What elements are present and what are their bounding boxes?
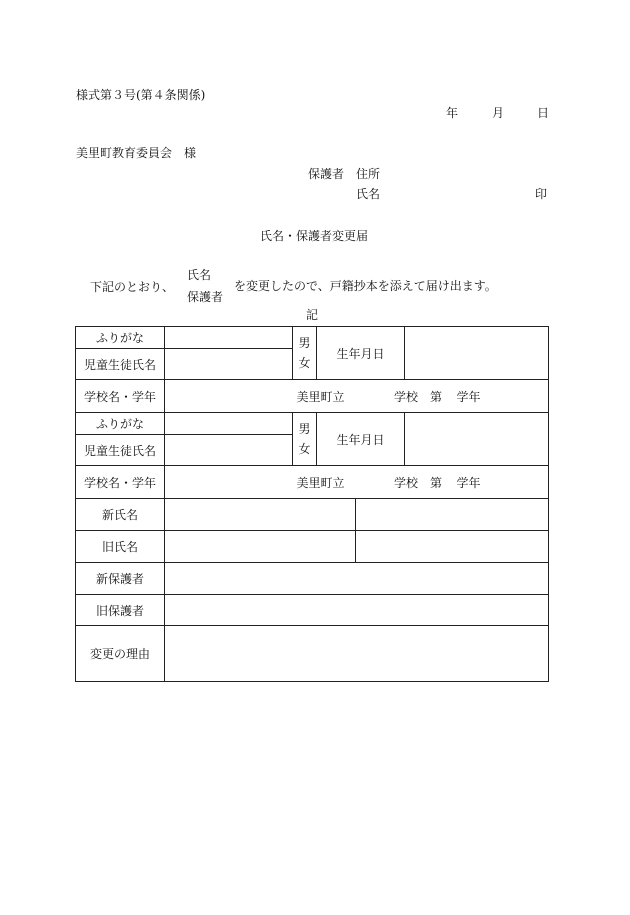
school-town-label: 美里町立 [296, 475, 345, 490]
furigana-label: ふりがな [76, 327, 165, 349]
female-label: 女 [298, 356, 311, 370]
sex-field[interactable] [293, 413, 317, 466]
date-month: 月 [492, 106, 505, 120]
child-name-label: 児童生徒氏名 [76, 349, 165, 380]
date-day: 日 [537, 106, 550, 120]
birthdate-label: 生年月日 [317, 327, 405, 380]
new-guardian-label: 新保護者 [76, 563, 165, 595]
old-name-field-2[interactable] [356, 531, 549, 563]
intro-option-guardian: 保護者 [187, 290, 224, 304]
applicant-name-label: 氏名 [356, 187, 381, 201]
male-label: 男 [298, 336, 311, 350]
form-number: 様式第３号(第４条関係) [76, 88, 206, 102]
school-suffix-label: 学校 第 [393, 475, 442, 490]
addressee: 美里町教育委員会 様 [76, 146, 197, 160]
ki-label: 記 [306, 308, 319, 322]
birthdate-label: 生年月日 [317, 413, 405, 466]
furigana-field[interactable] [165, 327, 293, 349]
school-grade-label: 学校名・学年 [76, 466, 165, 499]
birthdate-field[interactable] [405, 413, 549, 466]
guardian-address-label: 保護者 住所 [308, 167, 381, 181]
intro-after: を変更したので、戸籍抄本を添えて届け出ます。 [234, 279, 497, 293]
sex-field[interactable] [293, 327, 317, 380]
male-label: 男 [298, 422, 311, 436]
school-grade-label: 学校名・学年 [76, 380, 165, 413]
child-name-field[interactable] [165, 349, 293, 380]
old-name-label: 旧氏名 [76, 531, 165, 563]
furigana-label: ふりがな [76, 413, 165, 435]
old-guardian-field[interactable] [165, 595, 549, 626]
intro-before: 下記のとおり、 [90, 280, 175, 294]
new-guardian-field[interactable] [165, 563, 549, 595]
birthdate-field[interactable] [405, 327, 549, 380]
date-year: 年 [446, 106, 459, 120]
reason-field[interactable] [165, 626, 549, 682]
old-guardian-label: 旧保護者 [76, 595, 165, 626]
child-name-field[interactable] [165, 435, 293, 466]
new-name-label: 新氏名 [76, 499, 165, 531]
document-title: 氏名・保護者変更届 [260, 229, 369, 243]
school-grade-field[interactable] [165, 466, 549, 499]
new-name-field-2[interactable] [356, 499, 549, 531]
female-label: 女 [298, 442, 311, 456]
child-name-label: 児童生徒氏名 [76, 435, 165, 466]
change-form-table [75, 326, 549, 682]
school-grade-field[interactable] [165, 380, 549, 413]
intro-option-name: 氏名 [187, 268, 212, 282]
grade-label: 学年 [456, 389, 481, 404]
seal-mark: 印 [535, 187, 548, 201]
furigana-field[interactable] [165, 413, 293, 435]
school-suffix-label: 学校 第 [393, 389, 442, 404]
reason-label: 変更の理由 [76, 626, 165, 682]
old-name-field[interactable] [165, 531, 356, 563]
grade-label: 学年 [456, 475, 481, 490]
school-town-label: 美里町立 [296, 389, 345, 404]
new-name-field[interactable] [165, 499, 356, 531]
